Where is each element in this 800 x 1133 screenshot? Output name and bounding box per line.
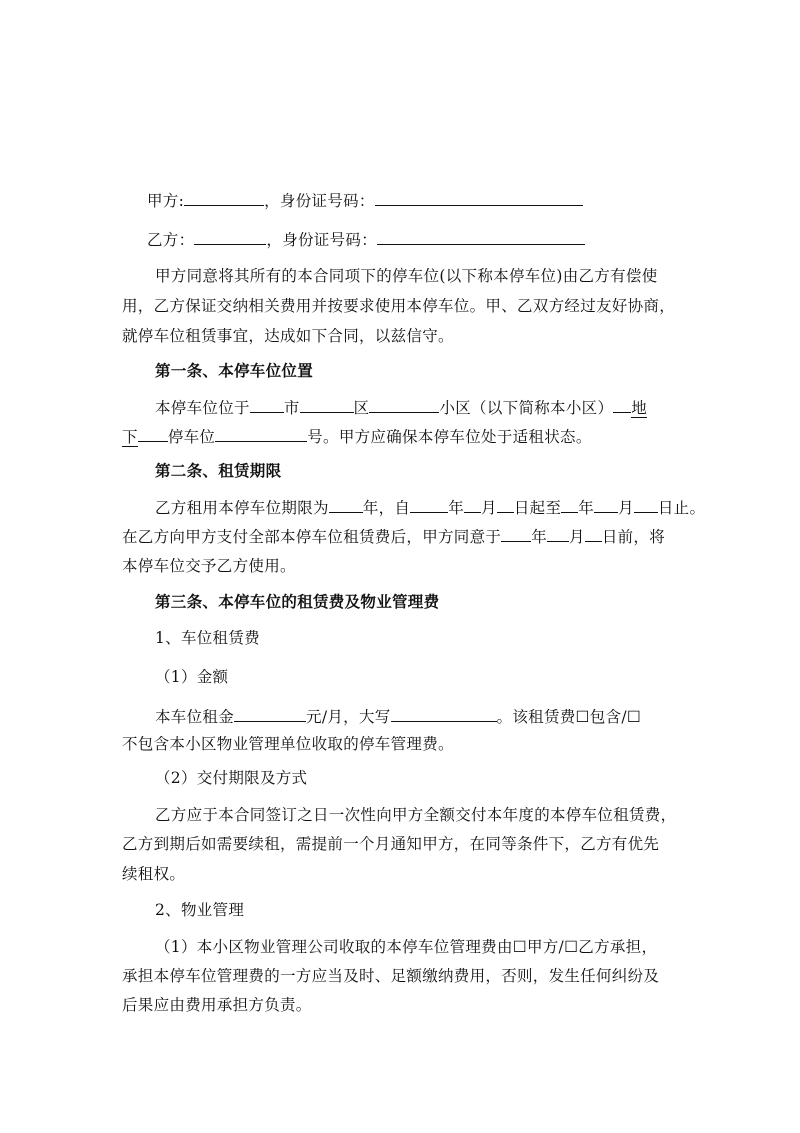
- start-day-blank: [497, 497, 514, 513]
- term-years-blank: [329, 497, 363, 513]
- article-1-line-2: [122, 426, 592, 447]
- location-prefix: 本停车位位于: [155, 399, 250, 417]
- article-2-title: 第二条、租赁期限: [155, 461, 282, 480]
- party-b-id-blank: [377, 229, 585, 245]
- section-1-1-heading: （1）金额: [155, 668, 229, 686]
- district-blank: [300, 397, 354, 413]
- start-year-label: 年: [448, 499, 465, 517]
- handover-day-label: 日前，将: [601, 528, 666, 546]
- end-year-label: 年: [578, 499, 595, 517]
- payment-line-2: 乙方到期后如需要续租，需提前一个月通知甲方，在同等条件下，乙方有优先: [122, 835, 660, 853]
- intro-line-3: 就停车位租赁事宜，达成如下合同，以兹信守。: [122, 327, 454, 345]
- article-1-line-1: [155, 397, 647, 418]
- underground-blank: [613, 397, 631, 413]
- article-2-line-3: 本停车位交予乙方使用。: [122, 557, 296, 575]
- city-blank: [250, 397, 284, 413]
- party-b-line: [147, 229, 585, 250]
- intro-line-2: 用，乙方保证交纳相关费用并按要求使用本停车位。甲、乙双方经过友好协商，: [122, 297, 676, 315]
- underground-text-1: 地: [631, 399, 648, 417]
- start-month-blank: [464, 497, 481, 513]
- article-2-line-1: [155, 497, 705, 518]
- party-a-label: 甲方:: [147, 192, 185, 210]
- end-day-blank: [634, 497, 658, 513]
- article-2-line-2: [122, 526, 665, 547]
- rent-amount-blank: [234, 706, 306, 722]
- section-2-heading: 2、物业管理: [155, 901, 245, 919]
- party-a-id-label: ，身份证号码：: [264, 192, 375, 210]
- party-b-label: 乙方：: [147, 231, 195, 249]
- rent-unit-label: 元/月，大写: [306, 708, 391, 726]
- article-3-title: 第三条、本停车位的租赁费及物业管理费: [155, 592, 440, 611]
- rent-amount-line-2: 不包含本小区物业管理单位收取的停车管理费。: [122, 735, 454, 753]
- parking-number-blank: [215, 426, 307, 442]
- party-a-line: [147, 190, 583, 211]
- handover-prefix: 在乙方向甲方支付全部本停车位租赁费后，甲方同意于: [122, 528, 502, 546]
- party-a-name-blank: [184, 190, 264, 206]
- party-a-id-blank: [375, 190, 583, 206]
- term-years-label: 年，自: [362, 499, 411, 517]
- community-blank: [369, 397, 439, 413]
- rent-prefix: 本车位租金: [155, 708, 235, 726]
- term-prefix: 乙方租用本停车位期限为: [155, 499, 329, 517]
- district-label: 区: [353, 399, 370, 417]
- party-b-id-label: ，身份证号码：: [266, 231, 378, 249]
- rent-amount-line-1: [155, 706, 641, 727]
- rent-include-options: 。该租赁费☐包含/☐: [496, 708, 642, 726]
- handover-month-label: 月: [569, 528, 585, 546]
- handover-month-blank: [547, 526, 569, 542]
- party-b-name-blank: [194, 229, 266, 245]
- underground-blank-2: [138, 426, 168, 442]
- start-year-blank: [410, 497, 448, 513]
- intro-line-1: 甲方同意将其所有的本合同项下的停车位(以下称本停车位)由乙方有偿使: [155, 267, 658, 285]
- handover-year-label: 年: [531, 528, 548, 546]
- section-1-heading: 1、车位租赁费: [155, 629, 260, 647]
- article-1-title: 第一条、本停车位位置: [155, 361, 314, 380]
- end-month-blank: [594, 497, 618, 513]
- management-line-3: 后果应由费用承担方负责。: [122, 996, 312, 1014]
- start-day-label: 日起至: [513, 499, 562, 517]
- rent-amount-words-blank: [391, 706, 497, 722]
- handover-day-blank: [585, 526, 602, 542]
- payment-line-1: 乙方应于本合同签订之日一次性向甲方全额交付本年度的本停车位租赁费，: [155, 806, 677, 824]
- underground-text-2: 下: [122, 428, 138, 446]
- end-month-label: 月: [618, 499, 634, 517]
- handover-year-blank: [501, 526, 531, 542]
- payment-line-3: 续租权。: [122, 865, 186, 883]
- parking-label: 停车位: [167, 428, 216, 446]
- section-1-2-heading: （2）交付期限及方式: [155, 769, 308, 787]
- end-day-label: 日止。: [657, 499, 706, 517]
- management-line-1: （1）本小区物业管理公司收取的本停车位管理费由☐甲方/☐乙方承担，: [155, 938, 658, 956]
- community-label: 小区（以下简称本小区）: [439, 399, 614, 417]
- management-line-2: 承担本停车位管理费的一方应当及时、足额缴纳费用，否则，发生任何纠纷及: [122, 967, 660, 985]
- end-year-blank: [561, 497, 578, 513]
- city-label: 市: [283, 399, 300, 417]
- parking-number-suffix: 号。甲方应确保本停车位处于适租状态。: [307, 428, 592, 446]
- start-month-label: 月: [481, 499, 497, 517]
